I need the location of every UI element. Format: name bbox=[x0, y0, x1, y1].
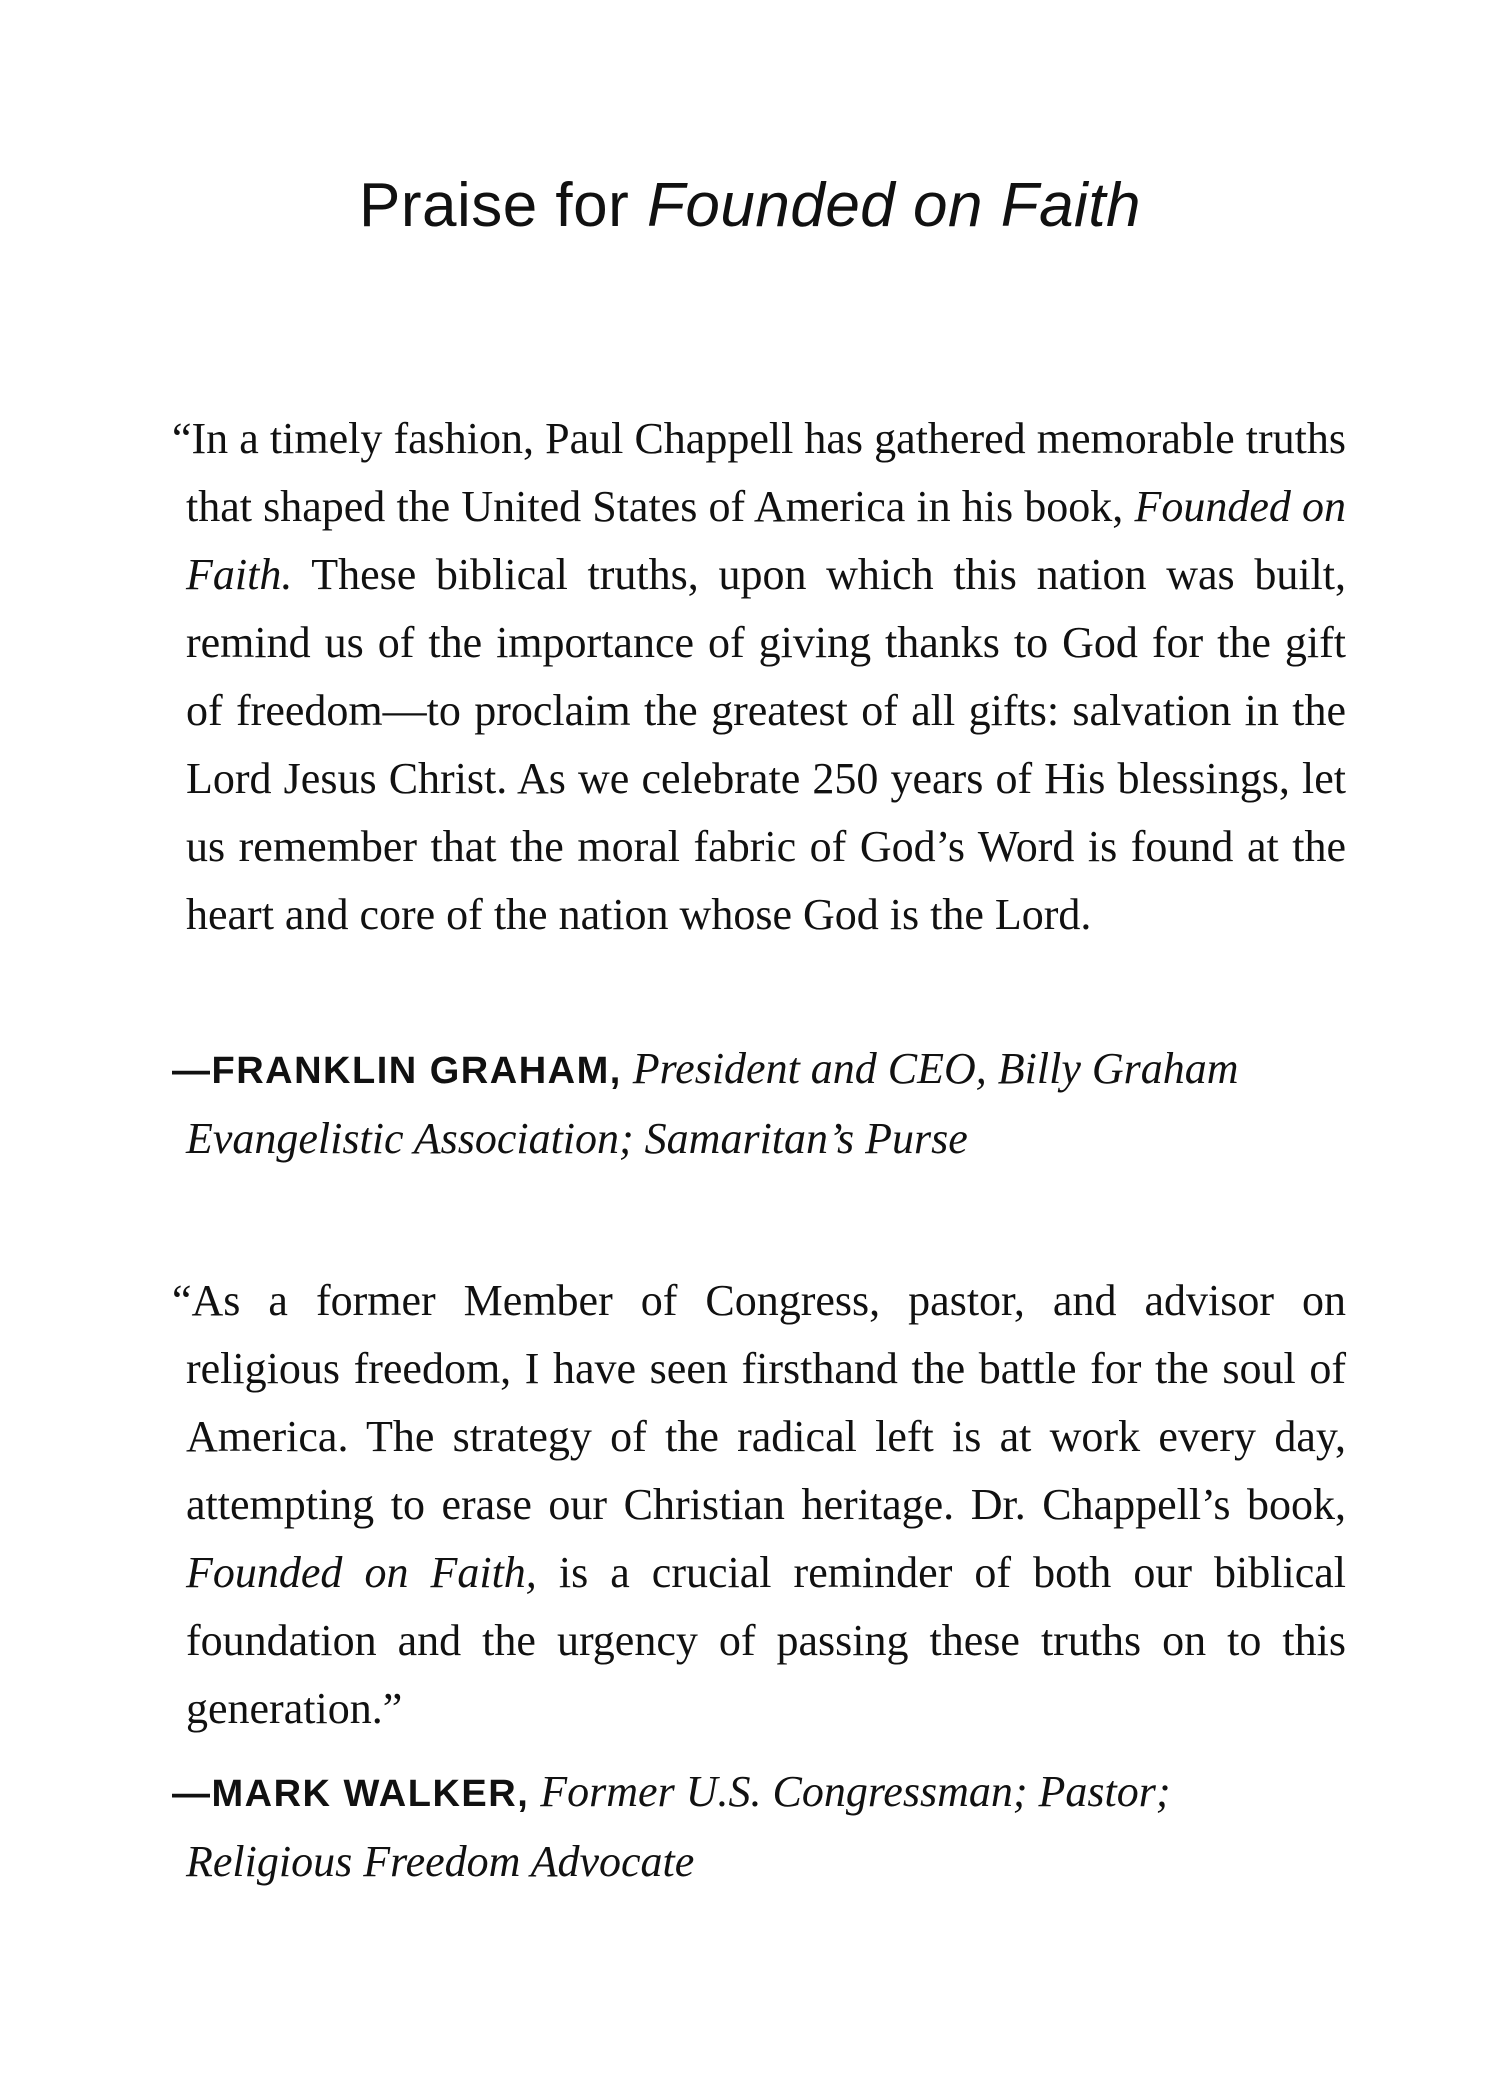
quote-2-open: “As a former Member of Congress, pastor, and advisor on religious freedom, I have seen firsthand the battle for the soul of America. The strategy of the radical left is at work every day, attempting to erase our Christian heritage. Dr. Chappell’s book, bbox=[172, 1276, 1346, 1529]
quote-1-rest: These biblical truths, upon which this nation was built, remind us of the importance of giving thanks to God for the gift of freedom—to proclaim the greatest of all gifts: salvation in the Lord Jesus Christ. As we celebrate 250 years of His blessings, let us remember that the moral fabric of God’s Word is found at the heart and core of the nation whose God is the Lord. bbox=[186, 550, 1346, 939]
endorsement-quote-1 bbox=[172, 405, 1346, 949]
quote-2-rest: is a crucial reminder of both our biblical foundation and the urgency of passing these truths on to this generation.” bbox=[186, 1548, 1346, 1733]
endorsement-quote-2 bbox=[172, 1267, 1346, 1743]
endorser-1-role: President and CEO, Billy Graham Evangelistic Association; Samaritan’s Purse bbox=[186, 1044, 1239, 1163]
endorsement-attribution-1 bbox=[172, 1035, 1346, 1173]
page-title bbox=[0, 170, 1500, 241]
endorsement-attribution-2 bbox=[172, 1758, 1346, 1896]
title-prefix: Praise for bbox=[358, 171, 648, 240]
quote-2-book-title: Founded on Faith, bbox=[186, 1548, 537, 1597]
title-book-name: Founded on Faith bbox=[647, 171, 1142, 240]
endorser-1-name: —FRANKLIN GRAHAM, bbox=[172, 1050, 622, 1092]
endorser-2-role: Former U.S. Congressman; Pastor; Religious Freedom Advocate bbox=[186, 1767, 1171, 1886]
endorser-2-name: —MARK WALKER, bbox=[172, 1773, 530, 1815]
quote-1-book-title: Founded on Faith. bbox=[186, 482, 1347, 599]
quote-1-open: “In a timely fashion, Paul Chappell has gathered memorable truths that shaped the United States of America in his book, bbox=[172, 414, 1346, 531]
